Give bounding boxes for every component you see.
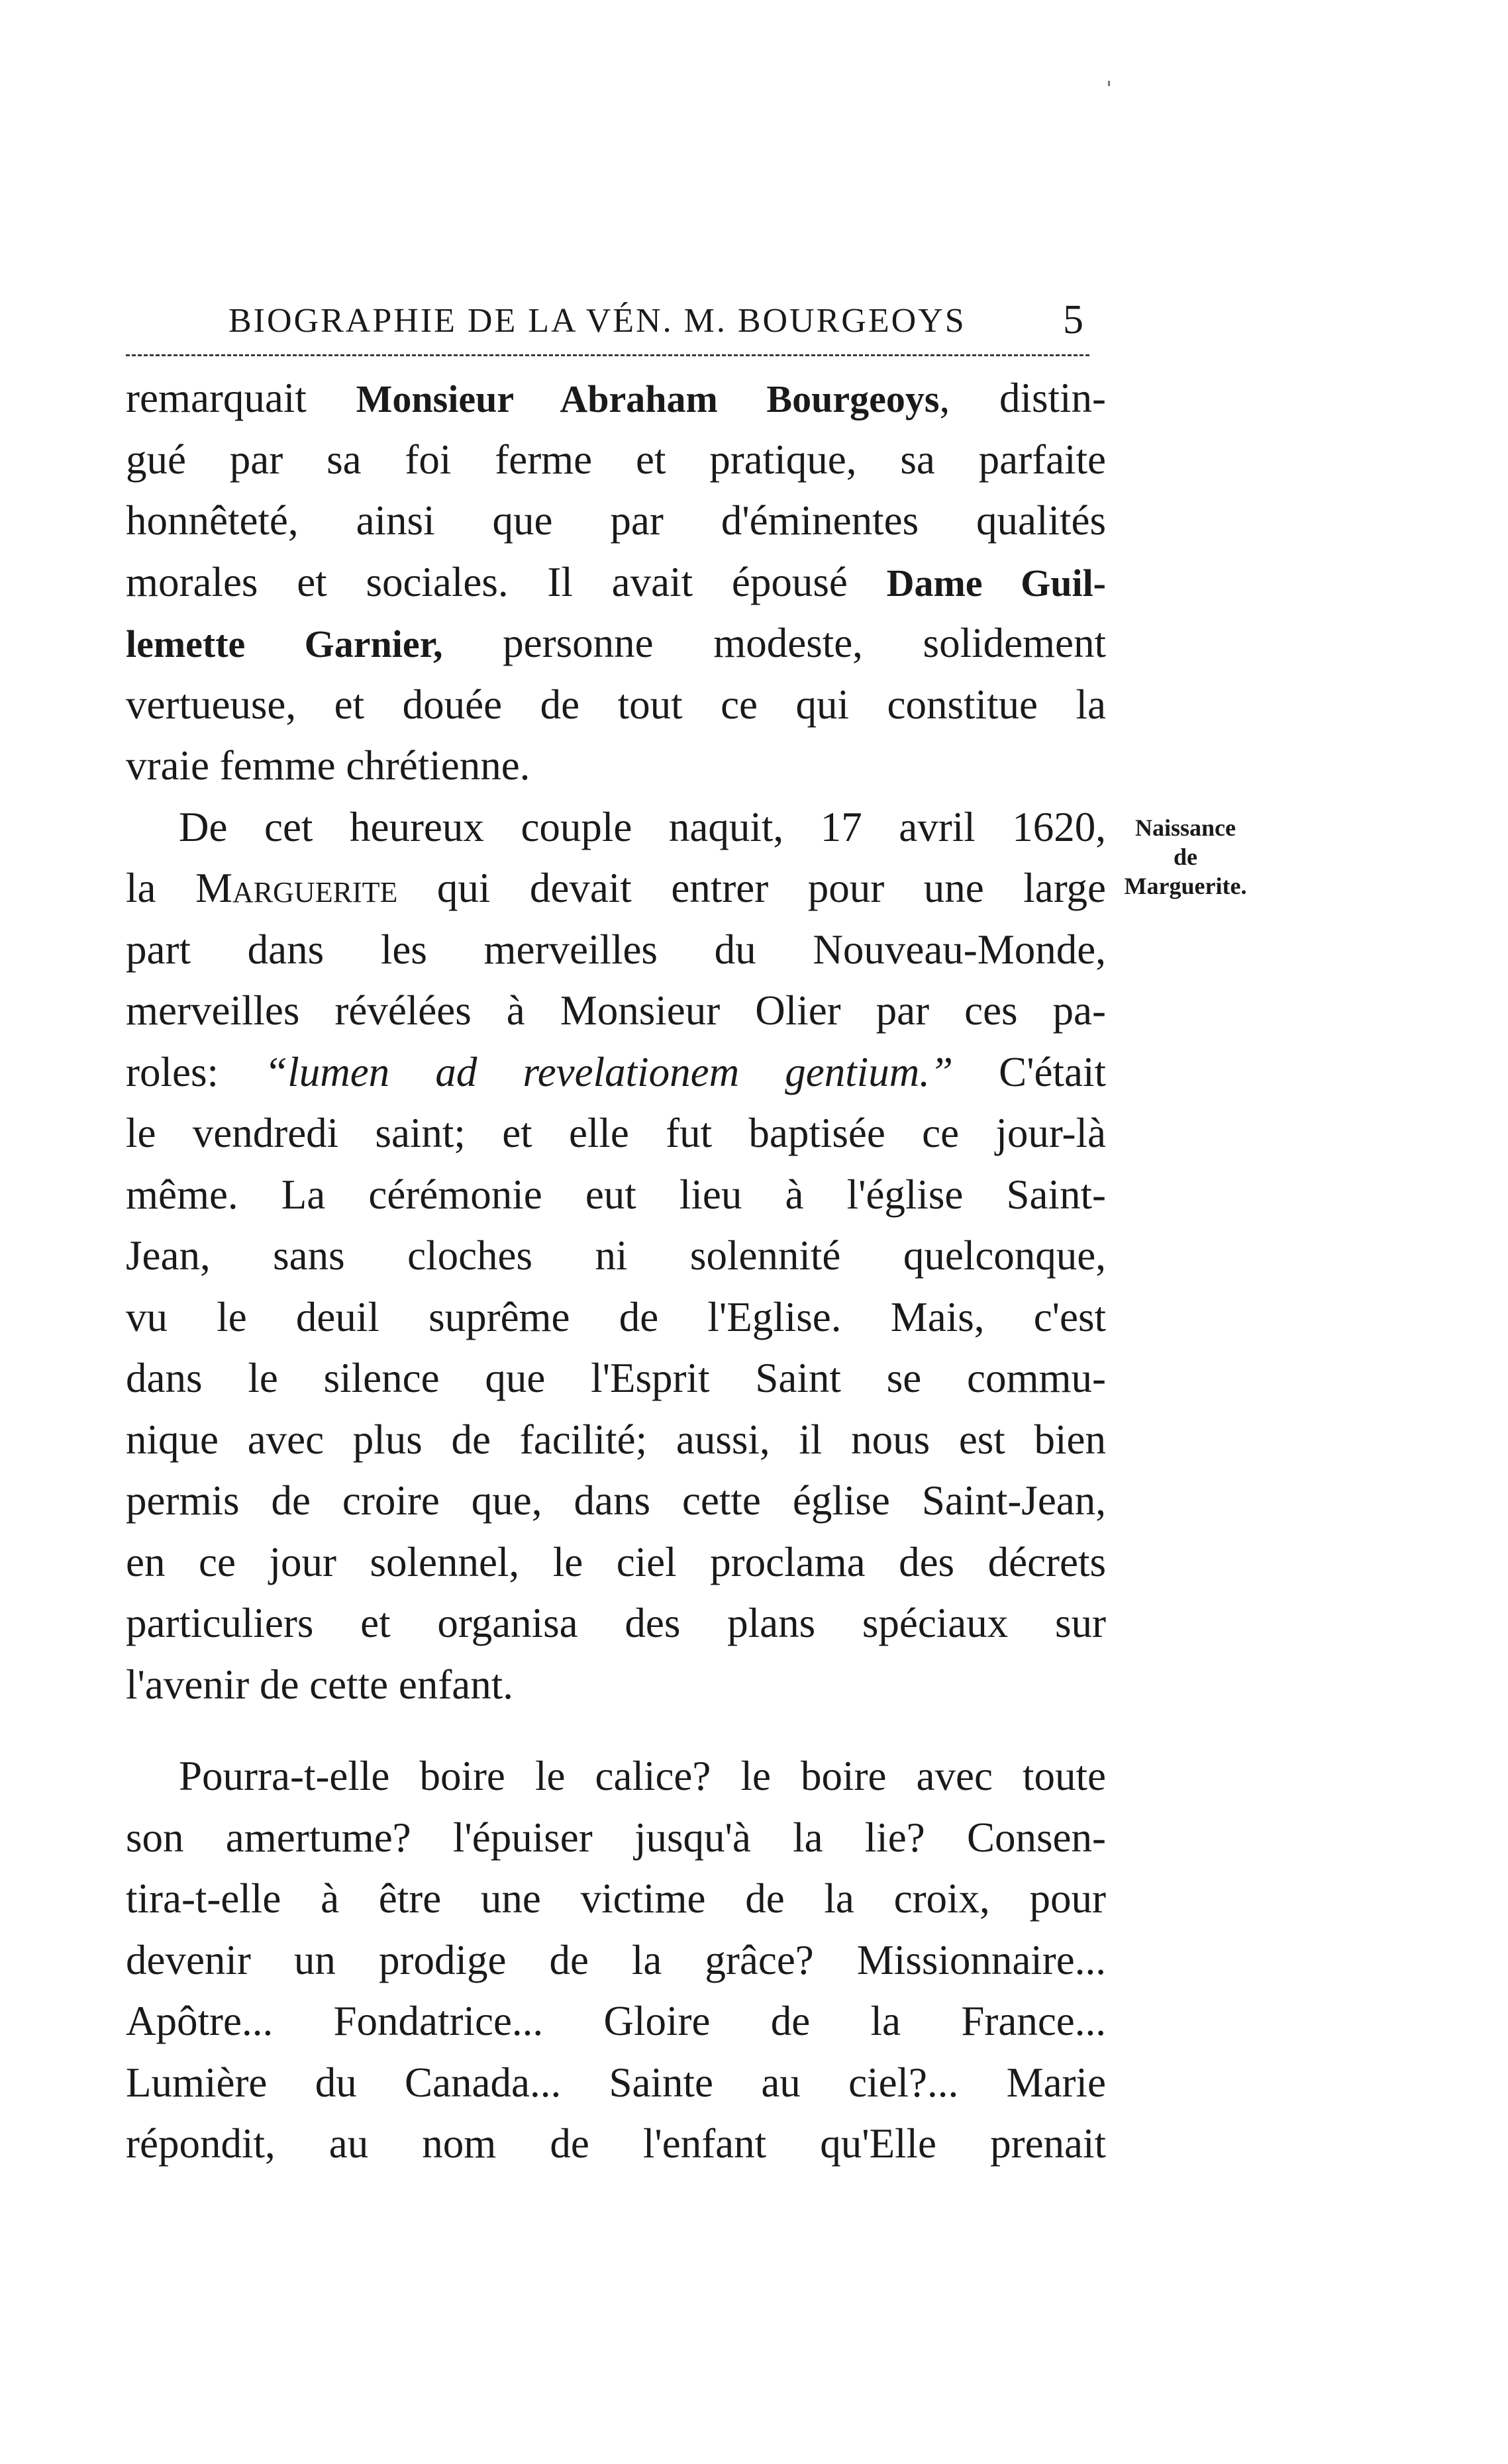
text-line: Apôtre... Fondatrice... Gloire de la France... [126, 1998, 1106, 2044]
text-line: vu le deuil suprême de l'Eglise. Mais, c'est [126, 1293, 1106, 1340]
page-number: 5 [1063, 297, 1083, 342]
margin-note [1119, 813, 1252, 901]
text-line: tira-t-elle à être une victime de la croix, pour [126, 1875, 1106, 1922]
bold-name: lemette Garnier, [126, 622, 443, 665]
text-line: Jean, sans cloches ni solennité quelconque, [126, 1232, 1106, 1279]
text-line: la Marguerite qui devait entrer pour une large [126, 865, 1106, 911]
header-rule [126, 354, 1089, 356]
bold-name: Monsieur Abraham Bourgeoys [356, 377, 940, 420]
body-text [126, 368, 1106, 2175]
running-head: BIOGRAPHIE DE LA VÉN. M. BOURGEOYS [228, 302, 966, 340]
margin-note-line: de [1174, 844, 1197, 870]
text-line: part dans les merveilles du Nouveau-Monde, [126, 926, 1106, 973]
margin-note-line: Marguerite. [1124, 873, 1247, 899]
bold-name: Dame Guil- [886, 561, 1106, 605]
text-line: son amertume? l'épuiser jusqu'à la lie? Consen- [126, 1814, 1106, 1861]
text-line: Pourra-t-elle boire le calice? le boire avec toute [179, 1753, 1106, 1799]
text-line: roles: “lumen ad revelationem gentium.” C'était [126, 1048, 1106, 1095]
text-line: De cet heureux couple naquit, 17 avril 1620, [179, 803, 1106, 850]
text-line: vertueuse, et douée de tout ce qui constitue la [126, 681, 1106, 728]
text-line: particuliers et organisa des plans spéciaux sur [126, 1600, 1106, 1646]
text-line: nique avec plus de facilité; aussi, il nous est bien [126, 1416, 1106, 1463]
text-line: dans le silence que l'Esprit Saint se commu- [126, 1355, 1106, 1401]
latin-quote: “lumen ad revelationem gentium.” [264, 1048, 953, 1095]
text-line: devenir un prodige de la grâce? Missionnaire... [126, 1936, 1106, 1983]
text-line: même. La cérémonie eut lieu à l'église Saint- [126, 1171, 1106, 1218]
text-line: l'avenir de cette enfant. [126, 1661, 514, 1708]
text-line: vraie femme chrétienne. [126, 742, 530, 789]
margin-note-line: Naissance [1135, 814, 1236, 841]
text-line: gué par sa foi ferme et pratique, sa parfaite [126, 436, 1106, 483]
text-line: Lumière du Canada... Sainte au ciel?... Marie [126, 2059, 1106, 2106]
text-line: morales et sociales. Il avait épousé Dame Guil- [126, 558, 1106, 605]
text-line: merveilles révélées à Monsieur Olier par ces pa- [126, 987, 1106, 1034]
text-line: répondit, au nom de l'enfant qu'Elle prenait [126, 2120, 1106, 2167]
text-line: remarquait Monsieur Abraham Bourgeoys, distin- [126, 375, 1107, 421]
paragraph-gap [126, 1715, 1106, 1746]
small-caps-name: Marguerite [195, 865, 398, 911]
text-line: lemette Garnier, personne modeste, solidement [126, 620, 1107, 666]
text-line: permis de croire que, dans cette église Saint-Jean, [126, 1477, 1106, 1524]
text-line: honnêteté, ainsi que par d'éminentes qualités [126, 497, 1106, 544]
text-line: en ce jour solennel, le ciel proclama des décrets [126, 1538, 1106, 1585]
text-line: le vendredi saint; et elle fut baptisée ce jour-là [126, 1110, 1106, 1156]
ink-speck [1108, 81, 1110, 86]
